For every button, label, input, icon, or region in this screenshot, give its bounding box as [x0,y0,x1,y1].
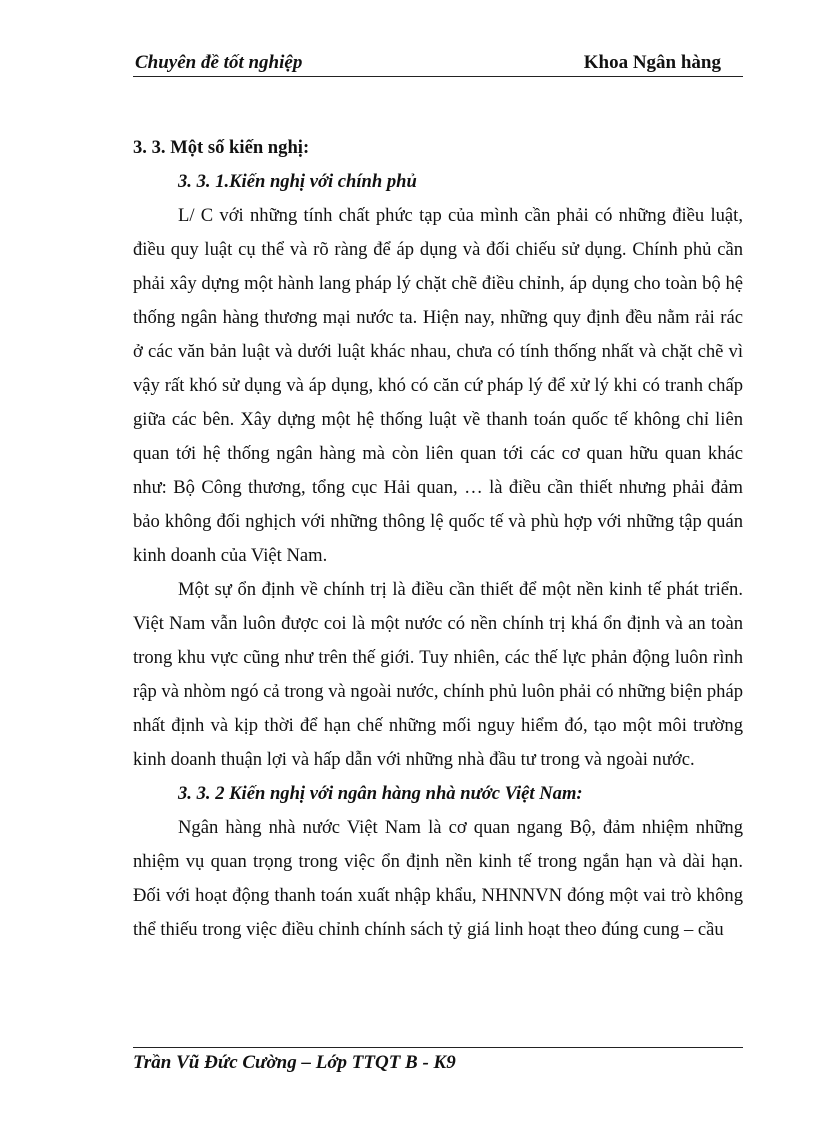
subsection-heading-state-bank: 3. 3. 2 Kiến nghị với ngân hàng nhà nước Việt Nam: [178,783,583,804]
page-body [133,131,743,947]
page-footer: Trần Vũ Đức Cường – Lớp TTQT B - K9 [133,1047,743,1074]
header-faculty: Khoa Ngân hàng [583,52,721,73]
paragraph-state-bank-role: Ngân hàng nhà nước Việt Nam là cơ quan ngang Bộ, đảm nhiệm những nhiệm vụ quan trọng trong việc ổn định nền kinh tế trong ngắn hạn và dài hạn. Đối với hoạt động thanh toán xuất nhập khẩu, NHNNVN đóng một vai trò không thể thiếu trong việc điều chỉnh chính sách tỷ giá linh hoạt theo đúng cung – cầu [133,817,743,940]
subsection-heading-government: 3. 3. 1.Kiến nghị với chính phủ [178,171,417,192]
section-heading: 3. 3. Một số kiến nghị: [133,137,310,158]
page-header [133,52,743,77]
paragraph-legal-framework: L/ C với những tính chất phức tạp của mình cần phải có những điều luật, điều quy luật cụ thể và rõ ràng để áp dụng và đối chiếu sử dụng. Chính phủ cần phải xây dựng một hành lang pháp lý chặt chẽ điều chỉnh, áp dụng cho toàn bộ hệ thống ngân hàng thương mại nước ta. Hiện nay, những quy định đều nằm rải rác ở các văn bản luật và dưới luật khác nhau, chưa có tính thống nhất và chặt chẽ vì vậy rất khó sử dụng và áp dụng, khó có căn cứ pháp lý để xử lý khi có tranh chấp giữa các bên. Xây dựng một hệ thống luật về thanh toán quốc tế không chỉ liên quan tới hệ thống ngân hàng mà còn liên quan tới các cơ quan hữu quan khác như: Bộ Công thương, tổng cục Hải quan, … là điều cần thiết nhưng phải đảm bảo không đối nghịch với những thông lệ quốc tế và phù hợp với những tập quán kinh doanh của Việt Nam. [133,205,743,566]
paragraph-political-stability: Một sự ổn định về chính trị là điều cần thiết để một nền kinh tế phát triển. Việt Nam vẫn luôn được coi là một nước có nền chính trị khá ổn định và an toàn trong khu vực cũng như trên thế giới. Tuy nhiên, các thế lực phản động luôn rình rập và nhòm ngó cả trong và ngoài nước, chính phủ luôn phải có những biện pháp nhất định và kịp thời để hạn chế những mối nguy hiểm đó, tạo một môi trường kinh doanh thuận lợi và hấp dẫn với những nhà đầu tư trong và ngoài nước. [133,579,743,770]
header-document-type: Chuyên đề tốt nghiệp [135,52,303,73]
